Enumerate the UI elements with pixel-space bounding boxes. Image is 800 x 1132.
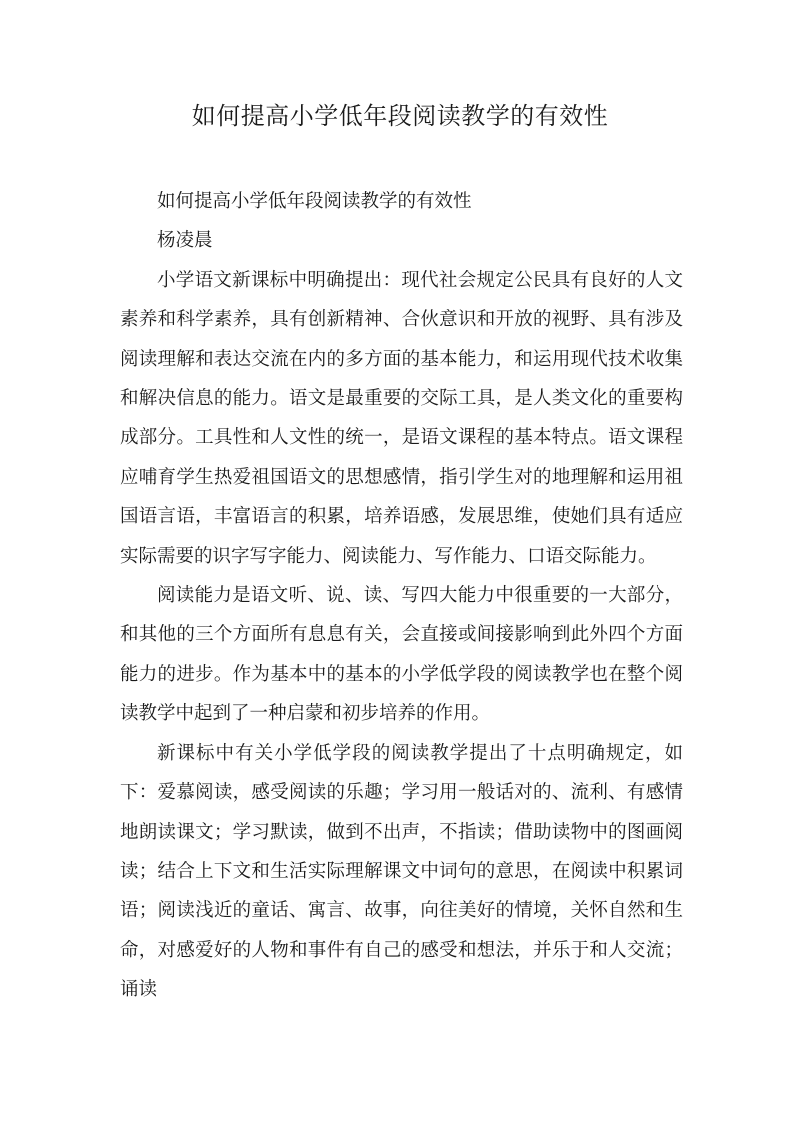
document-subtitle: 如何提高小学低年段阅读教学的有效性: [157, 191, 472, 212]
paragraph-3: 新课标中有关小学低学段的阅读教学提出了十点明确规定，如下：爱慕阅读，感受阅读的乐趣；学习用一般话对的、流利、有感情地朗读课文；学习默读，做到不出声，不指读；借助读物中的图画阅读；结合上下文和生活实际理解课文中词句的意思，在阅读中积累词语；阅读浅近的童话、寓言、故事，向往美好的情境，关怀自然和生命，对感爱好的人物和事件有自己的感受和想法，并乐于和人交流；诵读: [120, 742, 683, 1001]
document-title: 如何提高小学低年段阅读教学的有效性: [191, 102, 609, 130]
paragraph-1: 小学语文新课标中明确提出：现代社会规定公民具有良好的人文素养和科学素养，具有创新精神、合伙意识和开放的视野、具有涉及阅读理解和表达交流在内的多方面的基本能力，和运用现代技术收集和解决信息的能力。语文是最重要的交际工具，是人类文化的重要构成部分。工具性和人文性的统一，是语文课程的基本特点。语文课程应哺育学生热爱祖国语文的思想感情，指引学生对的地理解和运用祖国语言语，丰富语言的积累，培养语感，发展思维，使她们具有适应实际需要的识字写字能力、阅读能力、写作能力、口语交际能力。: [120, 269, 683, 567]
paragraph-2: 阅读能力是语文听、说、读、写四大能力中很重要的一大部分，和其他的三个方面所有息息有关，会直接或间接影响到此外四个方面能力的进步。作为基本中的基本的小学低学段的阅读教学也在整个阅读教学中起到了一种启蒙和初步培养的作用。: [120, 585, 683, 725]
author-name: 杨凌晨: [157, 230, 213, 252]
document-body: [120, 182, 683, 1010]
